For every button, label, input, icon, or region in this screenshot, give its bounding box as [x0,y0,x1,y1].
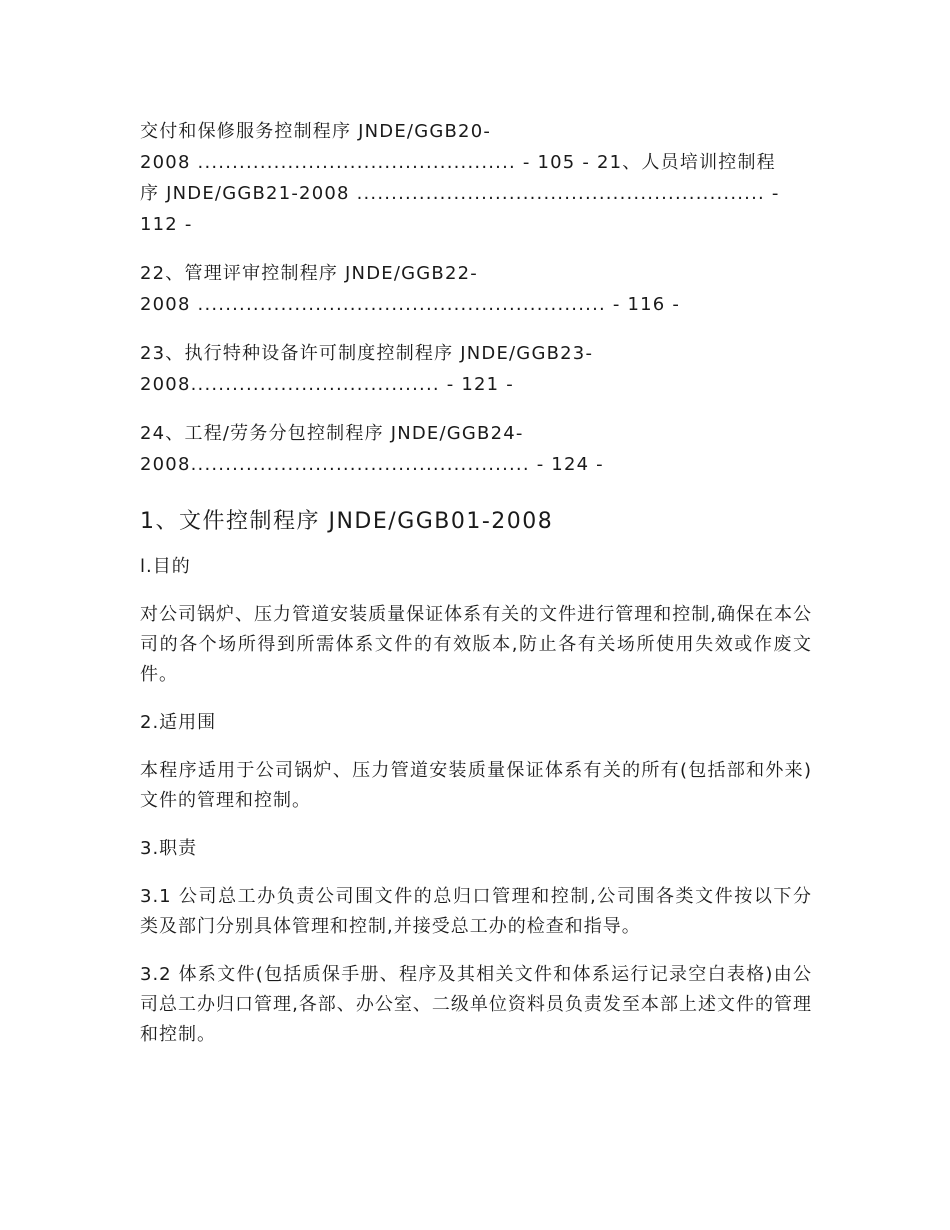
toc-line: 2008................................................. - 124 - [140,454,604,475]
toc-entry-24 [140,418,812,480]
duty-heading: 3.职责 [140,838,198,859]
purpose-heading: l.目的 [140,556,191,577]
toc-line: 24、工程/劳务分包控制程序 JNDE/GGB24- [140,423,524,444]
section-title: 1、文件控制程序 JNDE/GGB01-2008 [140,509,554,534]
toc-line: 2008.................................... - 121 - [140,374,514,395]
toc-line: 2008 ........................................................... - 116 - [140,294,681,315]
toc-line: 序 JNDE/GGB21-2008 ........................................................... - [140,183,780,204]
toc-line: 交付和保修服务控制程序 JNDE/GGB20- [140,121,492,142]
toc-entry-20-21 [140,116,812,240]
toc-entry-22 [140,258,812,320]
toc-line: 2008 .............................................. - 105 - 21、人员培训控制程 [140,152,776,173]
duty-3-1-paragraph: 3.1 公司总工办负责公司围文件的总归口管理和控制,公司围各类文件按以下分类及部门分别具体管理和控制,并接受总工办的检查和指导。 [140,886,812,937]
toc-line: 22、管理评审控制程序 JNDE/GGB22- [140,263,478,284]
duty-3-2-paragraph: 3.2 体系文件(包括质保手册、程序及其相关文件和体系运行记录空白表格)由公司总工办归口管理,各部、办公室、二级单位资料员负责发至本部上述文件的管理和控制。 [140,964,812,1045]
purpose-paragraph: 对公司锅炉、压力管道安装质量保证体系有关的文件进行管理和控制,确保在本公司的各个场所得到所需体系文件的有效版本,防止各有关场所使用失效或作废文件。 [140,604,812,685]
toc-line: 23、执行特种设备许可制度控制程序 JNDE/GGB23- [140,343,594,364]
scope-paragraph: 本程序适用于公司锅炉、压力管道安装质量保证体系有关的所有(包括部和外来)文件的管理和控制。 [140,760,812,811]
document-page [140,116,812,1068]
toc-line: 112 - [140,214,193,235]
scope-heading: 2.适用围 [140,712,217,733]
toc-entry-23 [140,338,812,400]
